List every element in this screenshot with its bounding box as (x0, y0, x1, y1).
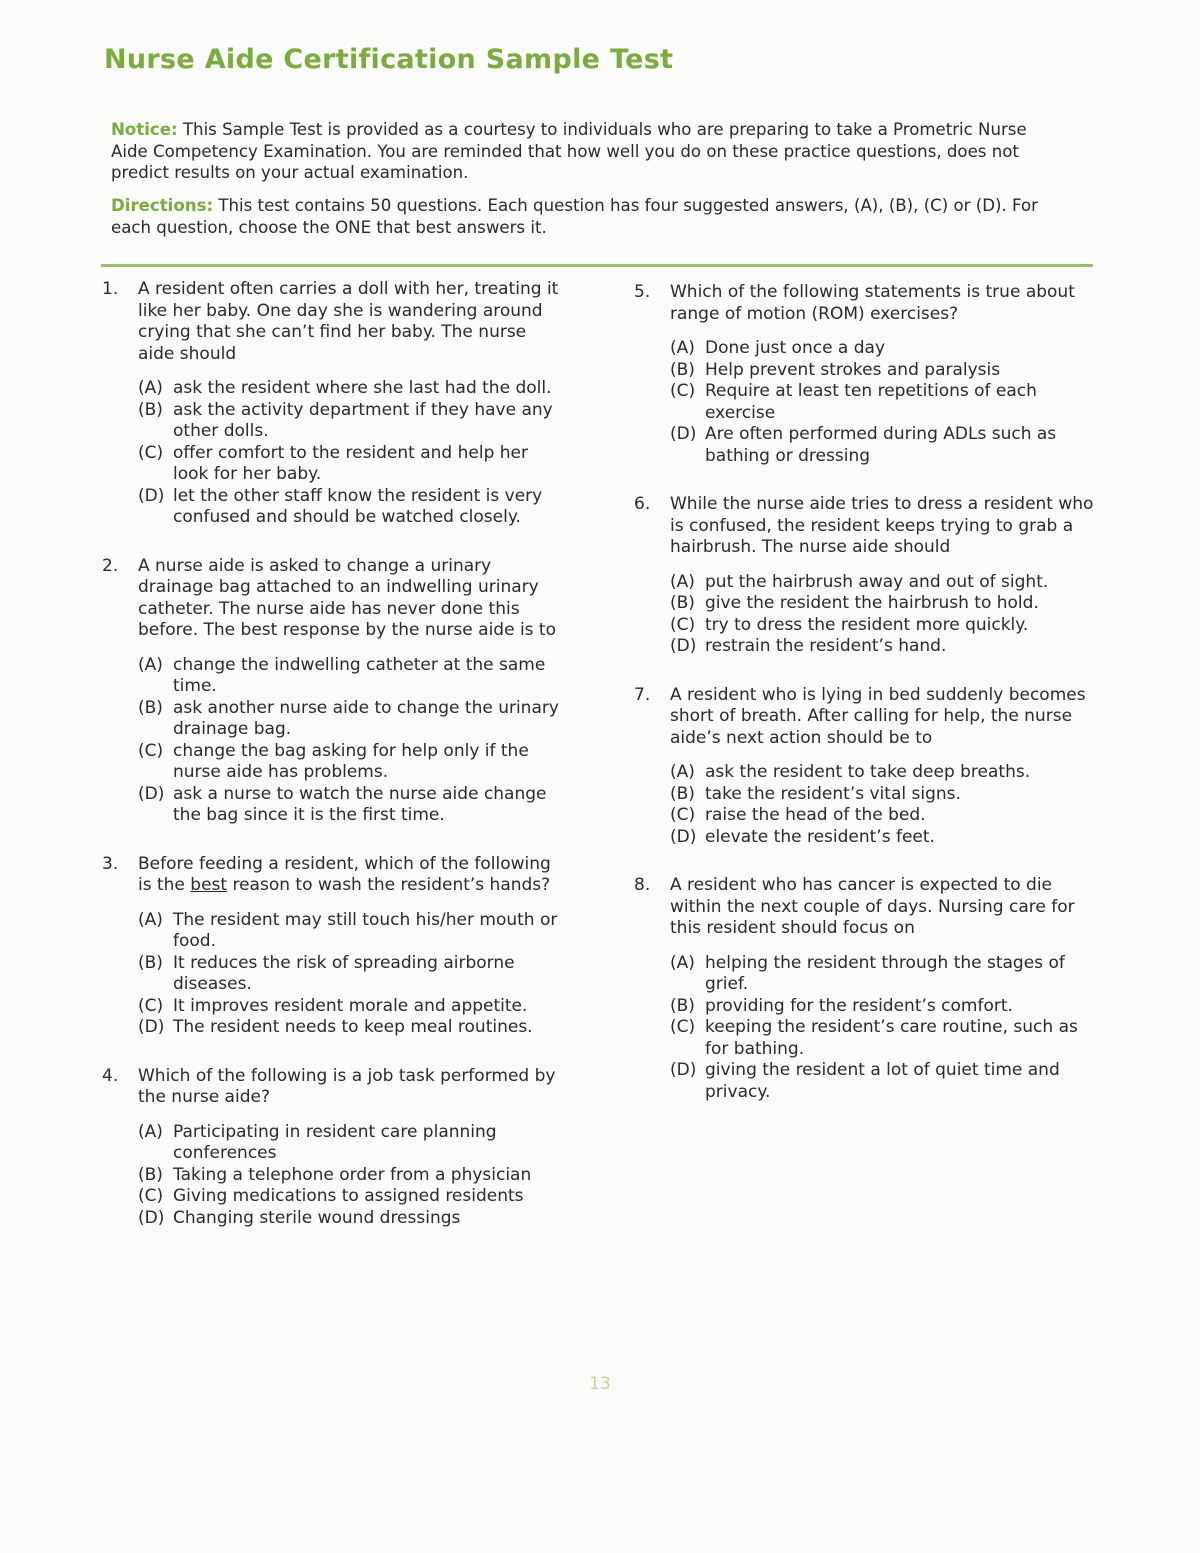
option-d (670, 1060, 1096, 1103)
option-text: take the resident’s vital signs. (705, 783, 961, 804)
option-a (138, 655, 564, 698)
option-text: try to dress the resident more quickly. (705, 614, 1029, 635)
option-text: change the bag asking for help only if the nurse aide has problems. (173, 740, 529, 782)
option-letter: (C) (138, 740, 164, 761)
option-letter: (B) (138, 952, 163, 973)
question-3 (102, 854, 564, 1039)
option-letter: (A) (670, 571, 695, 592)
option-a (138, 910, 564, 953)
directions-label: Directions: (111, 196, 214, 215)
option-text: giving the resident a lot of quiet time and privacy. (705, 1060, 1060, 1102)
question-text: Which of the following statements is true about range of motion (ROM) exercises? (670, 282, 1075, 324)
option-letter: (B) (138, 1164, 163, 1185)
option-letter: (D) (670, 636, 697, 656)
option-text: ask the resident to take deep breaths. (705, 762, 1031, 782)
option-c (670, 615, 1096, 637)
option-d (670, 636, 1096, 658)
option-text: give the resident the hairbrush to hold. (705, 593, 1039, 613)
option-d (670, 827, 1096, 849)
question-number: 1. (102, 279, 119, 299)
option-text: offer comfort to the resident and help her look for her baby. (173, 442, 528, 484)
question-1 (102, 279, 564, 529)
question-text: A resident often carries a doll with her, treating it like her baby. One day she is wandering around crying that she can’t find her baby. The nurse aide should (138, 279, 559, 364)
option-b (670, 784, 1096, 806)
option-c (670, 1017, 1096, 1060)
page-number: 13 (589, 1374, 611, 1394)
option-a (138, 1122, 564, 1165)
option-text: The resident may still touch his/her mouth or food. (173, 909, 558, 951)
option-letter: (D) (138, 1207, 165, 1228)
option-a (670, 338, 1096, 360)
option-a (670, 762, 1096, 784)
question-number: 5. (634, 282, 651, 302)
question-number: 6. (634, 494, 651, 514)
question-text: Which of the following is a job task performed by the nurse aide? (138, 1065, 556, 1107)
question-number: 3. (102, 853, 119, 874)
option-letter: (B) (138, 697, 163, 718)
option-letter: (D) (138, 485, 165, 506)
option-b (670, 593, 1096, 615)
question-text-part: reason to wash the resident’s hands? (227, 875, 551, 895)
notice-label: Notice: (111, 120, 178, 139)
notice-paragraph (111, 119, 1061, 184)
option-text: put the hairbrush away and out of sight. (705, 571, 1049, 592)
notice-text: This Sample Test is provided as a courtesy to individuals who are preparing to take a Prometric Nurse Aide Competency Examination. You are reminded that how well you do on these practice questions, does not predict results on your actual examination. (111, 120, 1027, 182)
question-2 (102, 556, 564, 827)
option-text: change the indwelling catheter at the same time. (173, 654, 546, 696)
option-c (670, 805, 1096, 827)
option-text: keeping the resident’s care routine, such as for bathing. (705, 1017, 1078, 1059)
option-text: Taking a telephone order from a physician (173, 1164, 532, 1185)
option-letter: (C) (138, 1186, 164, 1206)
option-text: It improves resident morale and appetite. (173, 995, 528, 1016)
divider-rule (101, 264, 1093, 267)
option-d (138, 784, 564, 827)
option-text: ask a nurse to watch the nurse aide change the bag since it is the first time. (173, 783, 547, 825)
option-text: elevate the resident’s feet. (705, 826, 935, 847)
directions-text: This test contains 50 questions. Each question has four suggested answers, (A), (B), (C) or (D). For each question, choose the ONE that best answers it. (111, 196, 1038, 237)
option-letter: (B) (138, 399, 163, 420)
option-letter: (B) (670, 995, 695, 1016)
question-text: A nurse aide is asked to change a urinary drainage bag attached to an indwelling urinary catheter. The nurse aide has never done this before. The best response by the nurse aide is to (138, 555, 556, 640)
question-number: 4. (102, 1065, 119, 1086)
option-text: let the other staff know the resident is very confused and should be watched closely. (173, 485, 543, 527)
question-8 (634, 875, 1096, 1103)
question-7 (634, 685, 1096, 849)
option-letter: (D) (670, 424, 697, 444)
option-c (670, 381, 1096, 424)
question-text: A resident who has cancer is expected to die within the next couple of days. Nursing care for this resident should focus on (670, 875, 1075, 938)
left-column (102, 279, 564, 1256)
option-text: Giving medications to assigned residents (173, 1186, 524, 1206)
option-letter: (D) (670, 1060, 697, 1080)
option-letter: (A) (138, 378, 163, 398)
option-a (670, 953, 1096, 996)
option-letter: (C) (670, 614, 696, 635)
option-text: ask the activity department if they have any other dolls. (173, 399, 553, 441)
option-a (138, 378, 564, 400)
option-d (138, 1208, 564, 1230)
option-d (670, 424, 1096, 467)
option-text: Help prevent strokes and paralysis (705, 359, 1001, 380)
question-text (138, 854, 564, 897)
question-5 (634, 282, 1096, 467)
option-b (138, 953, 564, 996)
option-text: Changing sterile wound dressings (173, 1207, 461, 1228)
option-c (138, 1186, 564, 1208)
option-c (138, 741, 564, 784)
question-4 (102, 1066, 564, 1230)
question-number: 7. (634, 684, 651, 705)
option-letter: (D) (670, 826, 697, 847)
option-c (138, 443, 564, 486)
option-text: raise the head of the bed. (705, 805, 926, 825)
option-d (138, 1017, 564, 1039)
option-b (670, 996, 1096, 1018)
option-d (138, 486, 564, 529)
option-letter: (A) (670, 338, 695, 358)
option-text: ask another nurse aide to change the urinary drainage bag. (173, 697, 559, 739)
option-letter: (B) (670, 783, 695, 804)
option-b (138, 400, 564, 443)
option-letter: (D) (138, 1017, 165, 1037)
question-number: 8. (634, 875, 651, 895)
option-letter: (B) (670, 593, 695, 613)
option-letter: (D) (138, 783, 165, 804)
option-letter: (C) (670, 805, 696, 825)
question-text: While the nurse aide tries to dress a resident who is confused, the resident keeps trying to grab a hairbrush. The nurse aide should (670, 494, 1094, 557)
option-text: helping the resident through the stages of grief. (705, 952, 1065, 994)
option-b (138, 698, 564, 741)
option-letter: (A) (670, 762, 695, 782)
right-column (634, 282, 1096, 1130)
option-c (138, 996, 564, 1018)
option-text: The resident needs to keep meal routines. (173, 1017, 533, 1037)
option-letter: (C) (138, 995, 164, 1016)
underlined-word: best (190, 875, 228, 895)
option-letter: (C) (670, 1017, 696, 1037)
option-a (670, 572, 1096, 594)
option-text: Require at least ten repetitions of each exercise (705, 381, 1037, 423)
option-text: restrain the resident’s hand. (705, 636, 947, 656)
question-text: A resident who is lying in bed suddenly becomes short of breath. After calling for help, the nurse aide’s next action should be to (670, 684, 1086, 748)
option-text: It reduces the risk of spreading airborne diseases. (173, 952, 515, 994)
option-text: providing for the resident’s comfort. (705, 995, 1013, 1016)
option-letter: (A) (138, 654, 163, 675)
option-text: Participating in resident care planning conferences (173, 1121, 497, 1163)
option-letter: (A) (138, 909, 163, 930)
question-text-part: Before feeding a resident, which of the following is the (138, 853, 551, 895)
option-letter: (C) (138, 442, 164, 463)
option-text: ask the resident where she last had the doll. (173, 378, 552, 398)
question-number: 2. (102, 555, 119, 576)
option-letter: (B) (670, 359, 695, 380)
option-text: Are often performed during ADLs such as bathing or dressing (705, 424, 1057, 466)
option-text: Done just once a day (705, 338, 886, 358)
question-6 (634, 494, 1096, 658)
option-b (670, 360, 1096, 382)
option-letter: (C) (670, 381, 696, 401)
option-letter: (A) (138, 1121, 163, 1142)
option-letter: (A) (670, 952, 695, 973)
page-title: Nurse Aide Certification Sample Test (104, 44, 674, 75)
option-b (138, 1165, 564, 1187)
directions-paragraph (111, 195, 1061, 238)
